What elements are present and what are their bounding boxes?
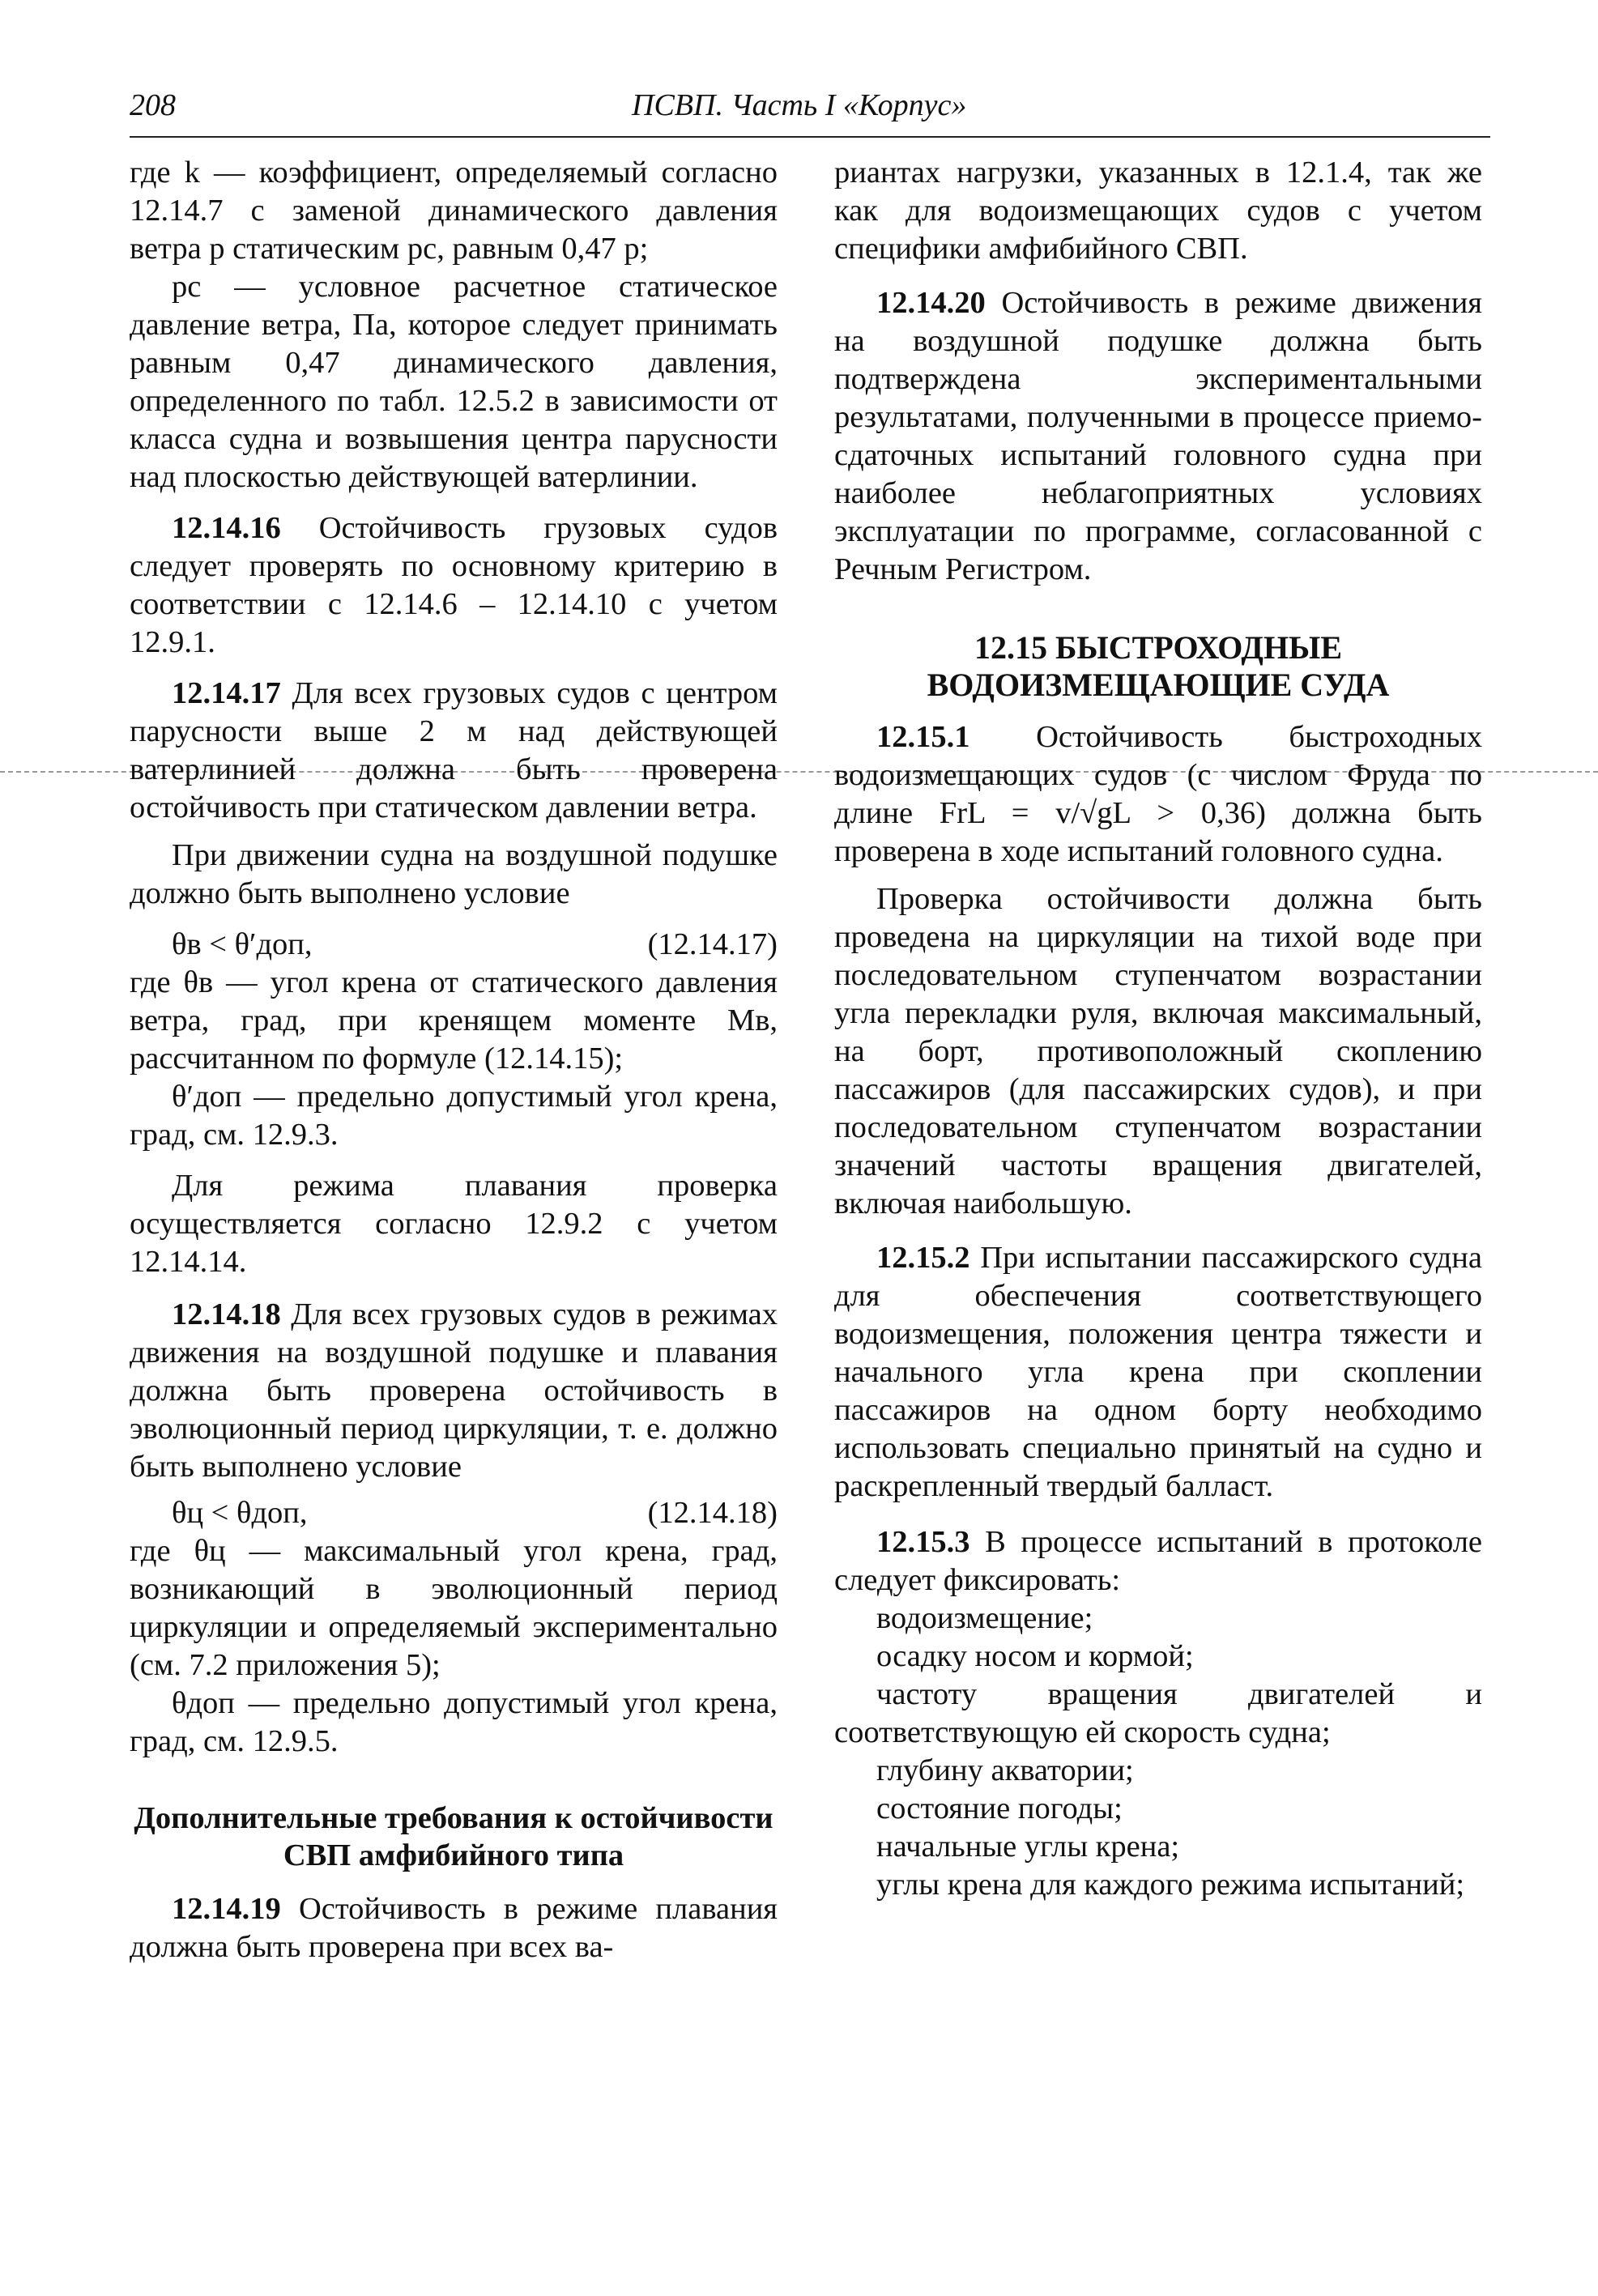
paragraph: Для режима плавания проверка осуществляется согласно 12.9.2 с учетом 12.14.14. (130, 1169, 778, 1279)
section-text: Для всех грузовых судов с центром парусности выше 2 м над действующей ватерлинией должна быть проверена остойчивость при статическом давлении ветра. (130, 676, 778, 824)
list-item: углы крена для каждого режима испытаний; (876, 1868, 1465, 1902)
section-text: Для всех грузовых судов в режимах движения на воздушной подушке и плавания должна быть проверена остойчивость в эволюционный период циркуляции, т. е. должно быть выполнено условие (130, 1297, 778, 1484)
section-heading: 12.15 БЫСТРОХОДНЫЕ ВОДОИЗМЕЩАЮЩИЕ СУДА (927, 629, 1390, 703)
paragraph: При движении судна на воздушной подушке должно быть выполнено условие (130, 838, 778, 910)
paragraph: риантах нагрузки, указанных в 12.1.4, так же как для водоизмещающих судов с учетом специфики амфибийного СВП. (834, 155, 1482, 266)
section-number: 12.15.3 (876, 1525, 970, 1559)
section-text: При испытании пассажирского судна для обеспечения соответствующего водоизмещения, положения центра тяжести и начального угла крена при скоплении пассажиров на одном борту необходимо использовать специально принятый на судно и раскрепленный твердый балласт. (834, 1241, 1482, 1503)
section-12-14-19 (130, 1890, 778, 1966)
formula-expression: θв < θ′доп, (172, 927, 313, 961)
formula-definition: θ′доп — предельно допустимый угол крена, град, см. 12.9.3. (130, 1080, 778, 1152)
section-12-15-3 (834, 1523, 1482, 1600)
running-title: ПСВП. Часть I «Корпус» (632, 88, 967, 122)
section-number: 12.14.20 (876, 286, 986, 320)
section-number: 12.15.2 (876, 1241, 970, 1275)
section-number: 12.14.18 (172, 1297, 281, 1331)
formula-where: где θв — угол крена от статического давления ветра, град, при кренящем моменте Mв, рассчитанном по формуле (12.14.15); (130, 965, 778, 1076)
section-12-15-2 (834, 1239, 1482, 1506)
section-text: Остойчивость в режиме движения на воздушной подушке должна быть подтверждена экспериментальными результатами, полученными в процессе приемо-сдаточных испытаний головного судна при наиболее неблагоприятных условиях эксплуатации по программе, согласованной с Речным Регистром. (834, 286, 1483, 586)
list-item: глубину акватории; (876, 1753, 1134, 1787)
formula-12-14-18 (130, 1494, 778, 1532)
section-text: Остойчивость грузовых судов следует проверять по основному критерию в соответствии с 12.14.6 – 12.14.10 с учетом 12.9.1. (130, 511, 778, 659)
list-item: начальные углы крена; (876, 1830, 1180, 1864)
page-header (130, 87, 1490, 138)
section-number: 12.14.16 (172, 511, 281, 545)
formula-where: где θц — максимальный угол крена, град, возникающий в эволюционный период циркуляции и определяемый экспериментально (см. 7.2 приложения 5); (130, 1534, 778, 1682)
section-number: 12.15.1 (876, 720, 970, 754)
paragraph: Проверка остойчивости должна быть проведена на циркуляции на тихой воде при последовательном ступенчатом возрастании угла перекладки руля, включая максимальный, на борт, противоположный скоплению пассажиров (для пассажирских судов), и при последовательном ступенчатом возрастании значений частоты вращения двигателей, включая наибольшую. (834, 882, 1482, 1220)
section-12-14-18 (130, 1296, 778, 1486)
formula-number: (12.14.18) (647, 1496, 778, 1530)
list-item: осадку носом и кормой; (876, 1639, 1194, 1673)
section-12-14-20 (834, 284, 1482, 589)
formula-definition: θдоп — предельно допустимый угол крена, град, см. 12.9.5. (130, 1686, 778, 1758)
list-item: водоизмещение; (876, 1601, 1093, 1635)
right-column (834, 154, 1482, 1904)
section-number: 12.14.19 (172, 1892, 281, 1926)
formula-12-14-17 (130, 926, 778, 964)
list-item: состояние погоды; (876, 1791, 1123, 1825)
section-text: В процессе испытаний в протоколе следует фиксировать: (834, 1525, 1482, 1597)
paragraph: pс — условное расчетное статическое давление ветра, Па, которое следует принимать равным 0,47 динамического давления, определенного по табл. 12.5.2 в зависимости от класса судна и возвышения центра парусности над плоскостью действующей ватерлинии. (130, 270, 778, 494)
section-12-14-16 (130, 509, 778, 662)
formula-expression: θц < θдоп, (172, 1496, 308, 1530)
left-column (130, 154, 778, 1966)
section-text: Остойчивость в режиме плавания должна быть проверена при всех ва- (130, 1892, 778, 1964)
list-item: частоту вращения двигателей и соответствующую ей скорость судна; (834, 1677, 1482, 1749)
subheading: Дополнительные требования к остойчивости СВП амфибийного типа (134, 1801, 773, 1872)
section-text: Остойчивость быстроходных водоизмещающих судов (с числом Фруда по длине FrL = v/√gL > 0,36) должна быть проверена в ходе испытаний головного судна. (834, 720, 1482, 868)
section-number: 12.14.17 (172, 676, 281, 710)
page-number: 208 (130, 88, 176, 122)
paragraph: где k — коэффициент, определяемый согласно 12.14.7 с заменой динамического давления ветра p статическим pс, равным 0,47 p; (130, 155, 778, 266)
section-12-14-17 (130, 675, 778, 827)
formula-number: (12.14.17) (647, 927, 778, 961)
section-12-15-1 (834, 718, 1482, 871)
